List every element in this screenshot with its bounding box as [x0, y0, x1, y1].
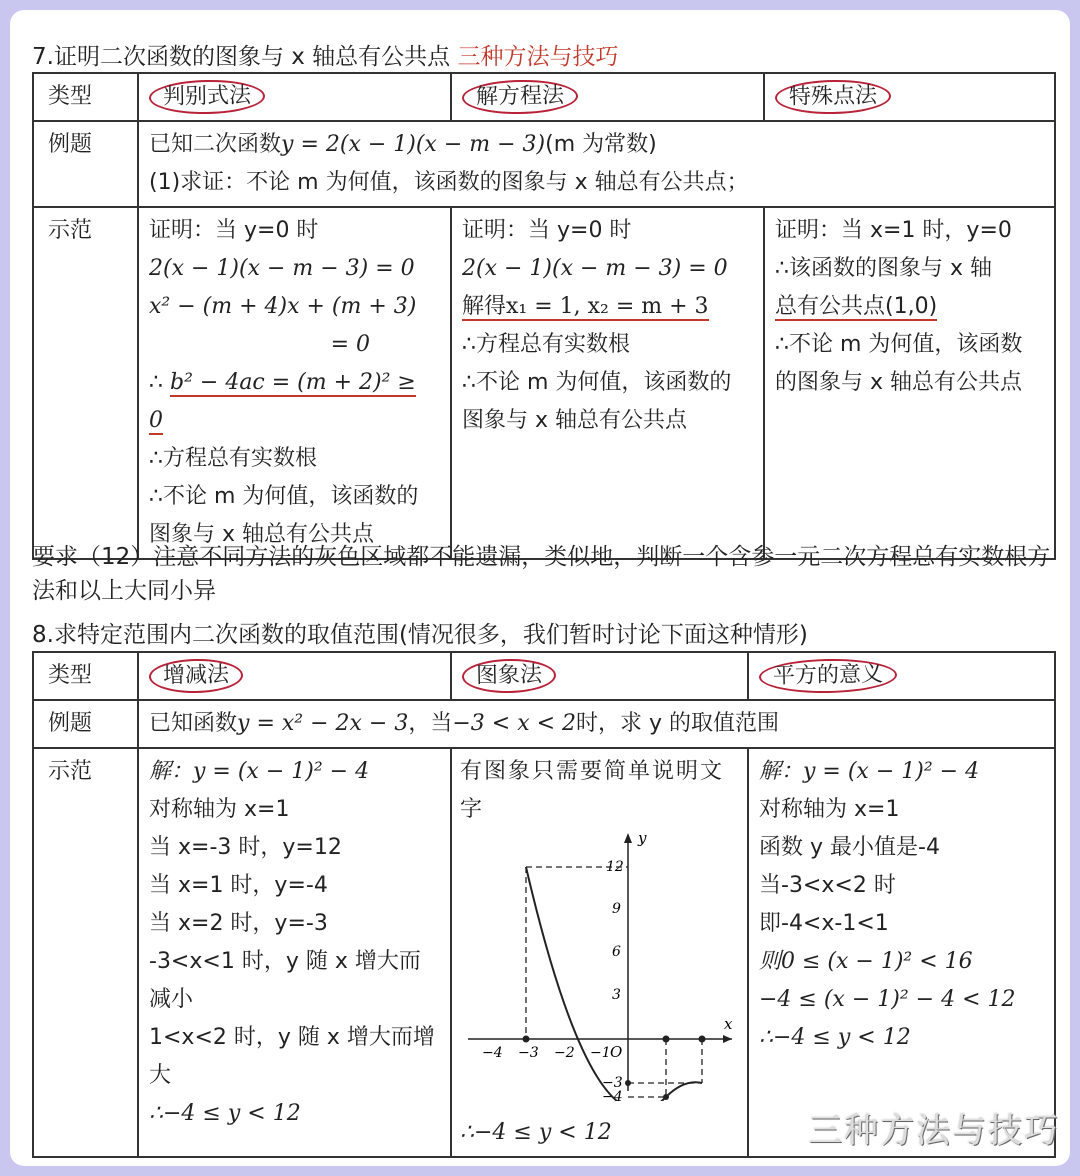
x-tick: −3: [518, 1045, 539, 1061]
roots-underlined: 解得x₁ = 1, x₂ = m + 3: [462, 294, 709, 319]
type-label: 类型: [33, 652, 138, 700]
graph-conclusion: ∴−4 ≤ y < 12: [460, 1120, 612, 1145]
example-row: [33, 121, 1055, 207]
example-mid: ，当: [408, 711, 453, 736]
demo-col-3: [764, 207, 1055, 559]
proof-line: ∴该函数的图象与 x 轴: [775, 256, 993, 281]
solution-line: −4 ≤ (x − 1)² − 4 < 12: [759, 987, 1016, 1012]
method-cell: [764, 73, 1055, 121]
type-row: [33, 652, 1055, 700]
example-cell: [138, 121, 1055, 207]
solution-line: 对称轴为 x=1: [759, 797, 900, 822]
method-oval-2: 解方程法: [462, 79, 579, 115]
x-tick: −1: [590, 1045, 611, 1061]
y-axis-arrow: [624, 833, 632, 843]
solution-line: 当 x=-3 时，y=12: [149, 835, 342, 860]
x-tick: −4: [482, 1045, 503, 1061]
example-range: −3 < x < 2: [452, 711, 577, 736]
demo-row: [33, 207, 1055, 559]
example-suffix: (m 为常数): [545, 132, 657, 157]
solution-line: ∴−4 ≤ y < 12: [759, 1025, 911, 1050]
demo-label: 示范: [33, 207, 138, 559]
solution-line: -3<x<1 时，y 随 x 增大而减小: [149, 949, 421, 1012]
parabola-graph: [460, 829, 740, 1101]
example-prefix: 已知二次函数: [149, 132, 282, 157]
y-tick: 9: [612, 901, 621, 917]
proof-line: [149, 402, 440, 440]
solution-line: 解：y = (x − 1)² − 4: [149, 759, 370, 784]
example-label: 例题: [33, 121, 138, 207]
section7-table: [32, 72, 1056, 560]
proof-line: 2(x − 1)(x − m − 3) = 0: [149, 256, 415, 281]
origin-label: O: [610, 1043, 623, 1061]
discriminant-zero: 0: [149, 408, 163, 433]
method-cell: [138, 652, 451, 700]
solution-line: 当 x=2 时，y=-3: [149, 911, 328, 936]
section7-title: [32, 38, 619, 71]
example-prefix: 已知函数: [149, 711, 238, 736]
y-tick: −4: [602, 1089, 623, 1101]
proof-line: [462, 288, 753, 326]
solution-line: 解：y = (x − 1)² − 4: [759, 759, 980, 784]
solution-line: ∴−4 ≤ y < 12: [149, 1101, 301, 1126]
therefore-symbol: ∴: [149, 370, 170, 395]
demo-row: [33, 748, 1055, 1157]
point-x-2: [699, 1036, 706, 1043]
proof-line: = 0: [330, 332, 370, 357]
proof-line: ∴方程总有实数根: [149, 446, 317, 471]
y-axis-label: y: [638, 829, 647, 847]
discriminant-underlined: b² − 4ac = (m + 2)² ≥: [170, 370, 416, 395]
method-oval-1: 增减法: [149, 658, 244, 694]
watermark: 三种方法与技巧: [808, 1111, 1060, 1151]
method-oval-3: 特殊点法: [775, 79, 892, 115]
point-x-neg3: [523, 1036, 530, 1043]
example-suffix: 时，求 y 的取值范围: [576, 711, 780, 736]
method-cell: [451, 73, 764, 121]
type-row: [33, 73, 1055, 121]
page: [10, 10, 1070, 1166]
method-oval-1: 判别式法: [149, 79, 266, 115]
proof-line: 证明：当 x=1 时，y=0: [775, 218, 1012, 243]
solution-line: 函数 y 最小值是-4: [759, 835, 940, 860]
demo-col-3: [748, 748, 1055, 1157]
solution-line: 则0 ≤ (x − 1)² < 16: [759, 949, 973, 974]
example-formula: y = 2(x − 1)(x − m − 3): [281, 132, 546, 157]
section7-title-text: 7.证明二次函数的图象与 x 轴总有公共点: [32, 44, 451, 70]
proof-line: [149, 364, 440, 402]
point-y-neg3: [625, 1080, 631, 1086]
example-label: 例题: [33, 700, 138, 748]
example-row: [33, 700, 1055, 748]
demo-col-2: [451, 748, 748, 1157]
method-cell: [748, 652, 1055, 700]
proof-line: x² − (m + 4)x + (m + 3): [149, 294, 417, 319]
x-axis-label: x: [724, 1015, 733, 1033]
x-axis-arrow: [723, 1035, 732, 1043]
type-label: 类型: [33, 73, 138, 121]
example-line-1: [149, 126, 1044, 164]
x-tick: −2: [554, 1045, 575, 1061]
graph-caption: 有图象只需要简单说明文字: [460, 759, 725, 822]
method-cell: [138, 73, 451, 121]
proof-line: ∴不论 m 为何值，该函数的图象与 x 轴总有公共点: [149, 484, 419, 547]
proof-line: 2(x − 1)(x − m − 3) = 0: [462, 256, 728, 281]
requirement-note: 要求（12）注意不同方法的灰色区域都不能遗漏，类似地，判断一个含参一元二次方程总有实数根方法和以上大同小异: [32, 544, 1051, 604]
solution-line: 当-3<x<2 时: [759, 873, 896, 898]
solution-line: 即-4<x-1<1: [759, 911, 889, 936]
example-formula: y = x² − 2x − 3: [237, 711, 409, 736]
proof-line: ∴方程总有实数根: [462, 332, 630, 357]
method-oval-3: 平方的意义: [759, 658, 898, 694]
proof-line: ∴不论 m 为何值，该函数的图象与 x 轴总有公共点: [775, 332, 1023, 395]
y-tick: 6: [612, 944, 621, 960]
demo-col-1: [138, 207, 451, 559]
section8-table: [32, 651, 1056, 1158]
method-oval-2: 图象法: [462, 658, 557, 694]
y-tick: 3: [612, 987, 621, 1003]
method-cell: [451, 652, 748, 700]
solution-line: 1<x<2 时，y 随 x 增大而增大: [149, 1025, 435, 1088]
point-x-1: [663, 1036, 670, 1043]
solution-line: 当 x=1 时，y=-4: [149, 873, 328, 898]
demo-col-1: [138, 748, 451, 1157]
example-question: (1)求证：不论 m 为何值，该函数的图象与 x 轴总有公共点；: [149, 170, 749, 195]
demo-label: 示范: [33, 748, 138, 1157]
section7-title-tag: 三种方法与技巧: [457, 44, 619, 70]
section8-title: 8.求特定范围内二次函数的取值范围(情况很多，我们暂时讨论下面这种情形): [32, 622, 808, 648]
y-tick: −3: [602, 1075, 623, 1091]
proof-line: 证明：当 y=0 时: [462, 218, 632, 243]
proof-line: [775, 288, 1044, 326]
solution-line: 对称轴为 x=1: [149, 797, 290, 822]
demo-col-2: [451, 207, 764, 559]
y-tick: 12: [606, 859, 624, 875]
proof-line: 证明：当 y=0 时: [149, 218, 319, 243]
proof-line: ∴不论 m 为何值，该函数的图象与 x 轴总有公共点: [462, 370, 732, 433]
vertex-point: [663, 1094, 669, 1100]
example-cell: [138, 700, 1055, 748]
point-underlined: 总有公共点(1,0): [775, 294, 938, 319]
